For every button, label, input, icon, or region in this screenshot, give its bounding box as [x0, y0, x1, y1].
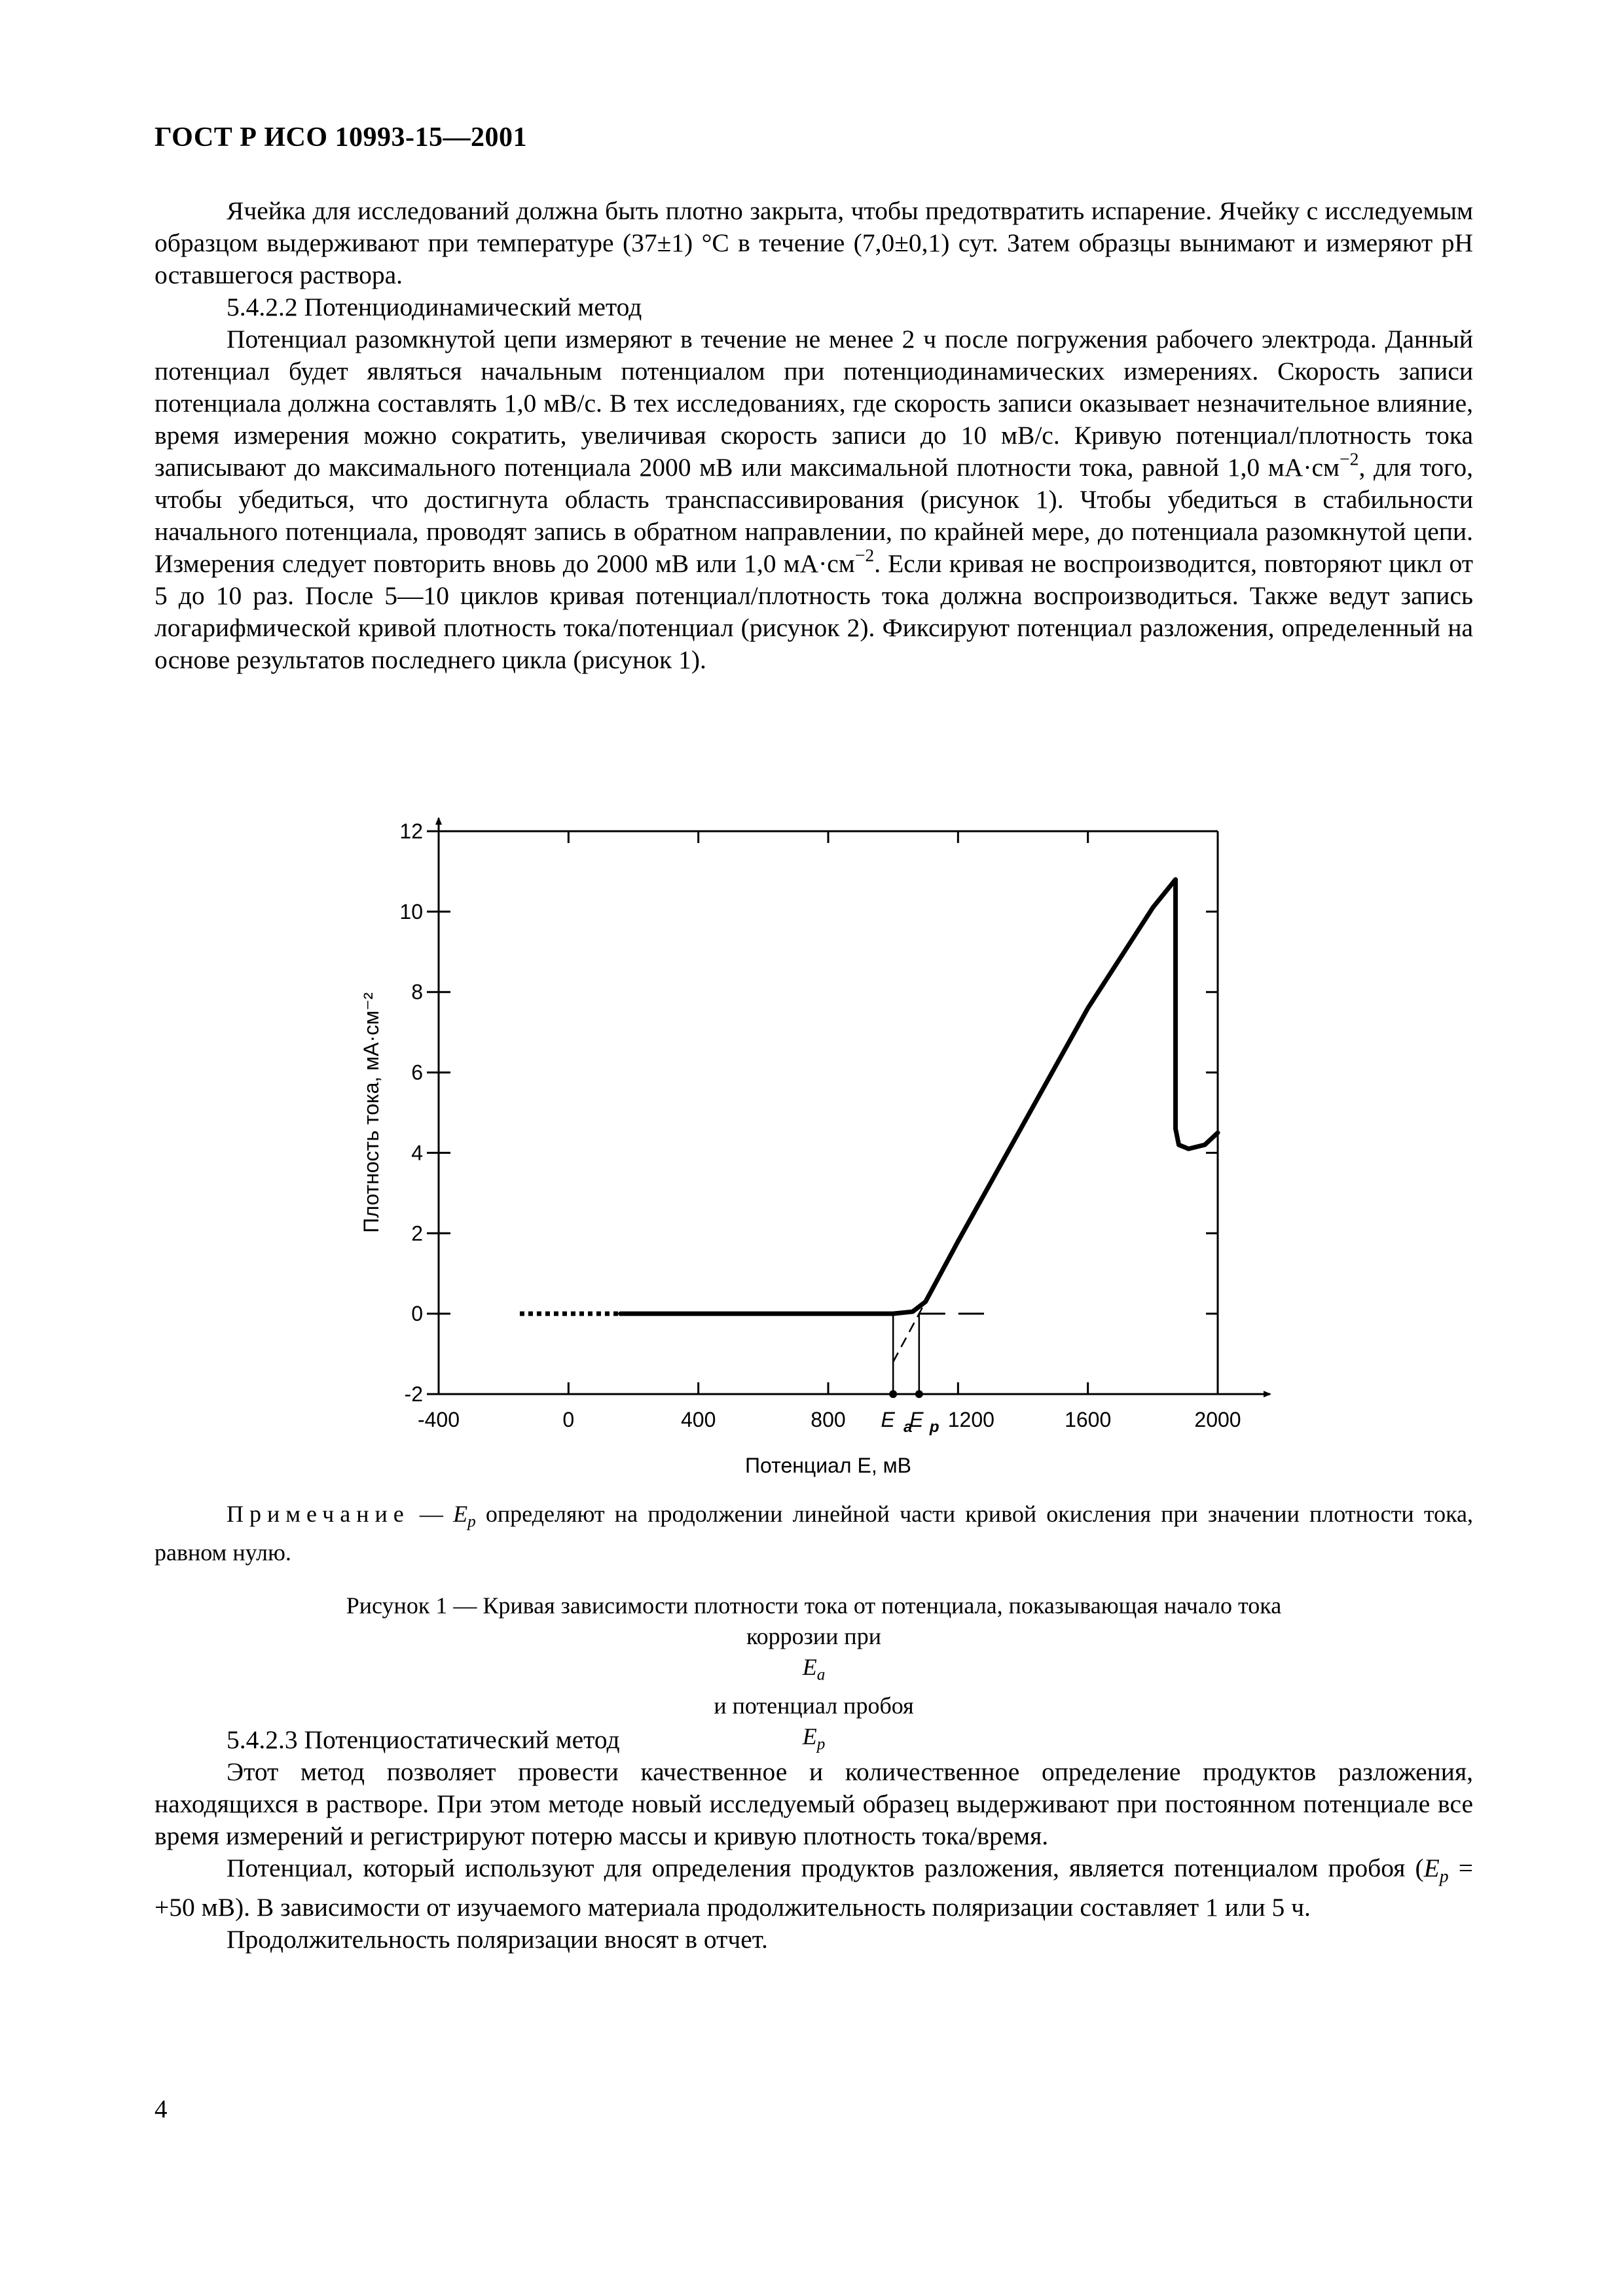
- y-tick-label: -2: [404, 1382, 423, 1406]
- figure-1: [354, 785, 1283, 1492]
- note-symbol: E: [453, 1501, 468, 1527]
- y-tick-label: 2: [411, 1221, 423, 1246]
- x-tick-label: 2000: [1194, 1408, 1241, 1431]
- caption-line-2: коррозии при $E_a$ и потенциал пробоя $E_p$: [714, 1623, 914, 1753]
- y-tick-label: 8: [411, 980, 423, 1004]
- potentiostatic-paragraph-2: Потенциал, который используют для определения продуктов разложения, является потенциалом пробоя ($E_p = +50$ мВ). В зависимости от изучаемого материала продолжительность поляризации составляет 1 или 5 ч.: [155, 1854, 1473, 1922]
- x-axis-label: Потенциал E, мВ: [745, 1454, 911, 1477]
- potentiodynamic-paragraph: [155, 323, 1473, 676]
- potentiostatic-paragraph-1: Этот метод позволяет провести качественное и количественное определение продуктов разложения, находящихся в растворе. При этом методе новый исследуемый образец выдерживают при постоянном потенциале все время измерений и регистрируют потерю массы и кривую плотность тока/время.: [155, 1757, 1473, 1850]
- x-tick-label: -400: [417, 1408, 460, 1431]
- superscript: −2: [1340, 448, 1359, 469]
- text-block-bottom: [155, 1724, 1473, 1956]
- note-dash: —: [409, 1501, 454, 1527]
- text-part: , для того, чтобы убедиться, что достигнута область транспассивирования (рисунок 1). Чтобы убедиться в стабильности начального потенциала, проводят запись в обратном направлении, по крайней мере, до потенциала разомкнутой цепи. Измерения следует повторить вновь до 2000 мВ или 1,0 мА·см: [155, 453, 1474, 578]
- page-number: 4: [155, 2095, 168, 2123]
- marker-label-ea: E: [881, 1408, 895, 1431]
- y-tick-label: 10: [399, 899, 423, 924]
- marker-dot: [915, 1390, 923, 1398]
- note-label: Примечание: [227, 1501, 410, 1527]
- superscript: −2: [854, 545, 875, 565]
- marker-label-ea-sub: a: [903, 1418, 913, 1436]
- marker-label-ep-sub: p: [929, 1418, 939, 1436]
- note-symbol-sub: p: [467, 1513, 476, 1531]
- x-tick-label: 800: [811, 1408, 846, 1431]
- section-title-potentiostatic: 5.4.2.3 Потенциостатический метод: [227, 1725, 620, 1754]
- series-polarization-curve: [621, 880, 1218, 1314]
- y-tick-label: 4: [411, 1141, 423, 1165]
- caption-line-1: Рисунок 1 — Кривая зависимости плотности тока от потенциала, показывающая начало тока: [346, 1592, 1282, 1619]
- x-tick-label: 1600: [1065, 1408, 1112, 1431]
- current-density-chart: [354, 785, 1283, 1492]
- document-header: ГОСТ Р ИСО 10993-15—2001: [155, 122, 528, 152]
- marker-label-ep: E: [909, 1408, 924, 1431]
- x-tick-label: 0: [562, 1408, 575, 1431]
- marker-dot: [889, 1390, 897, 1398]
- note-text: определяют на продолжении линейной части кривой окисления при значении плотности тока, равном нулю.: [155, 1501, 1474, 1566]
- y-axis-label: Плотность тока, мА·см⁻²: [359, 992, 383, 1233]
- text-part: . Если кривая не воспроизводится, повторяют цикл от 5 до 10 раз. После 5—10 циклов кривая потенциал/плотность тока должна воспроизводиться. Также ведут запись логарифмической кривой плотность тока/потенциал (рисунок 2). Фиксируют потенциал разложения, определенный на основе результатов последнего цикла (рисунок 1).: [155, 549, 1473, 674]
- y-tick-label: 0: [411, 1302, 423, 1326]
- text-part: Потенциал разомкнутой цепи измеряют в течение не менее 2 ч после погружения рабочего электрода. Данный потенциал будет являться начальным потенциалом при потенциодинамических измерениях. Скорость записи потенциала должна составлять 1,0 мВ/с. В тех исследованиях, где скорость записи оказывает незначительное влияние, время измерения можно сократить, увеличивая скорость записи до 10 мВ/с. Кривую потенциал/плотность тока записывают до максимального потенциала 2000 мВ или максимальной плотности тока, равной 1,0 мА·см: [155, 325, 1473, 482]
- section-title-potentiodynamic: 5.4.2.2 Потенциодинамический метод: [227, 293, 642, 321]
- figure-note: [155, 1499, 1473, 1568]
- y-tick-label: 6: [411, 1060, 423, 1085]
- y-tick-label: 12: [399, 819, 423, 843]
- text-block-top: [155, 195, 1473, 676]
- x-tick-label-1200: 1200: [947, 1408, 994, 1431]
- potentiostatic-paragraph-3: Продолжительность поляризации вносят в отчет.: [227, 1925, 768, 1954]
- intro-paragraph: Ячейка для исследований должна быть плотно закрыта, чтобы предотвратить испарение. Ячейку с исследуемым образцом выдерживают при температуре (37±1) °С в течение (7,0±0,1) сут. Затем образцы вынимают и измеряют рН оставшегося раствора.: [155, 196, 1473, 289]
- x-tick-label: 400: [680, 1408, 716, 1431]
